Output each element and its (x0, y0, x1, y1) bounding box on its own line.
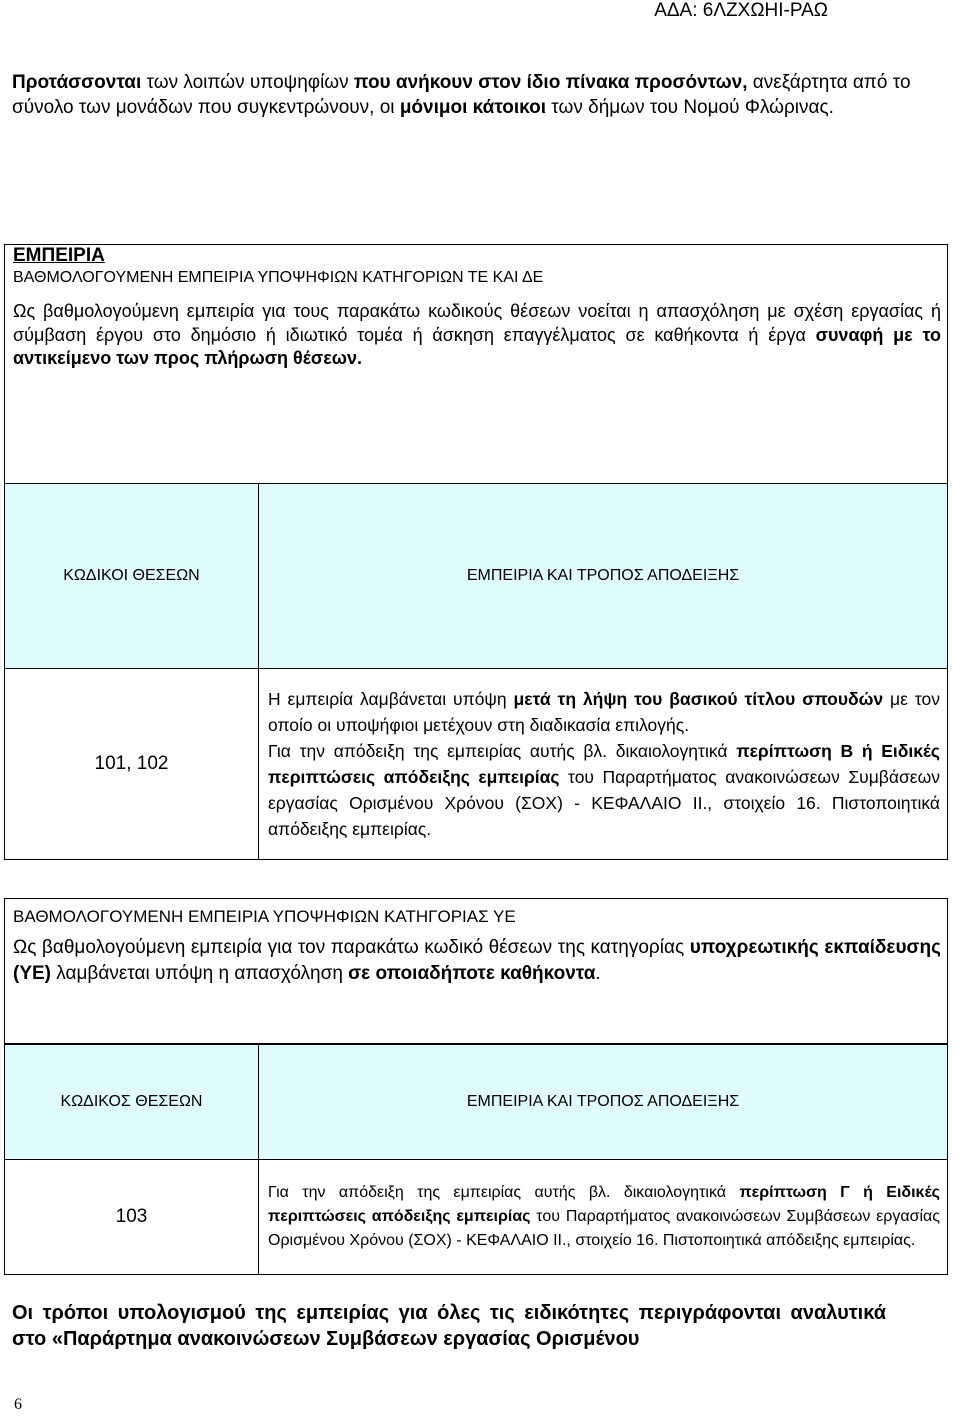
paragraph-text: Ως βαθμολογούμενη εμπειρία για τον παρακάτω κωδικό θέσεων της κατηγορίας (13, 937, 690, 958)
table-row (5, 1160, 948, 1275)
intro-text-3: των δήμων του Νομού Φλώρινας. (546, 97, 834, 118)
desc-bold: μετά τη λήψη του βασικού τίτλου σπουδών (513, 689, 884, 709)
paragraph-bold: σε οποιαδήποτε καθήκοντα (348, 963, 596, 984)
header-experience: ΕΜΠΕΙΡΙΑ ΚΑΙ ΤΡΟΠΟΣ ΑΠΟΔΕΙΞΗΣ (259, 1045, 948, 1160)
paragraph-text: λαμβάνεται υπόψη η απασχόληση (51, 963, 349, 984)
section-paragraph (13, 935, 941, 987)
table-header-row (5, 1045, 948, 1160)
page-number: 6 (14, 1396, 22, 1413)
desc-text: Η εμπειρία λαμβάνεται υπόψη (268, 689, 514, 709)
desc-bold: Ειδικές περιπτώσεις απόδειξης εμπειρίας (268, 741, 940, 787)
paragraph-text: . (595, 963, 601, 984)
ada-code: ΑΔΑ: 6ΛΖΧΩΗΙ-ΡΑΩ (654, 0, 828, 21)
experience-section-ye (4, 898, 948, 1044)
desc-bold: περίπτωση Γ ή Ειδικές περιπτώσεις απόδειξης εμπειρίας (268, 1184, 940, 1225)
experience-table-ye (4, 1044, 948, 1275)
experience-table-te-de (4, 483, 948, 860)
desc-text: του Παραρτήματος ανακοινώσεων Συμβάσεων εργασίας Ορισμένου Χρόνου (ΣΟΧ) - ΚΕΦΑΛΑΙΟ ΙΙ., στοιχείο 16. Πιστοποιητικά απόδειξης εμπειρίας. (268, 1208, 941, 1249)
paragraph-text: Ως βαθμολογούμενη εμπειρία για τους παρακάτω κωδικούς θέσεων νοείται η απασχόληση με σχέση εργασίας ή σύμβαση έργου στο δημόσιο ή ιδιωτικό τομέα ή άσκηση επαγγέλματος σε καθήκοντα ή έργα (13, 301, 941, 345)
paragraph-bold: συναφή με το αντικείμενο των προς πλήρωση θέσεων. (13, 324, 941, 368)
table-row (5, 669, 948, 860)
desc-bold: περίπτωση Β ή (736, 741, 882, 761)
paragraph-bold: υποχρεωτικής εκπαίδευσης (ΥΕ) (13, 937, 941, 984)
intro-text-2: ανεξάρτητα από το σύνολο των μονάδων που συγκεντρώνουν, οι (12, 72, 911, 118)
position-code: 103 (5, 1160, 259, 1275)
position-codes: 101, 102 (5, 669, 259, 860)
description-paragraph-1 (268, 686, 940, 738)
section-paragraph (13, 300, 941, 371)
section-subtitle: ΒΑΘΜΟΛΟΓΟΥΜΕΝΗ ΕΜΠΕΙΡΙΑ ΥΠΟΨΗΦΙΩΝ ΚΑΤΗΓΟΡΙΩΝ ΤΕ ΚΑΙ ΔΕ (13, 269, 544, 286)
intro-bold-3: μόνιμοι κάτοικοι (399, 97, 547, 118)
header-experience: ΕΜΠΕΙΡΙΑ ΚΑΙ ΤΡΟΠΟΣ ΑΠΟΔΕΙΞΗΣ (259, 484, 948, 669)
experience-description (259, 669, 948, 860)
description-paragraph-2 (268, 738, 940, 842)
experience-section-te-de (4, 244, 948, 484)
table-header-row (5, 484, 948, 669)
experience-description (259, 1160, 948, 1275)
section-subtitle: ΒΑΘΜΟΛΟΓΟΥΜΕΝΗ ΕΜΠΕΙΡΙΑ ΥΠΟΨΗΦΙΩΝ ΚΑΤΗΓΟΡΙΑΣ ΥΕ (13, 907, 516, 926)
intro-bold-1: Προτάσσονται (12, 72, 142, 93)
desc-text: του Παραρτήματος ανακοινώσεων Συμβάσεων εργασίας Ορισμένου Χρόνου (ΣΟΧ) - ΚΕΦΑΛΑΙΟ ΙΙ., στοιχείο 16. Πιστοποιητικά απόδειξης εμπειρίας. (268, 767, 940, 839)
intro-paragraph (12, 70, 942, 120)
header-codes: ΚΩΔΙΚΟΙ ΘΕΣΕΩΝ (5, 484, 259, 669)
closing-note: Οι τρόποι υπολογισμού της εμπειρίας για όλες τις ειδικότητες περιγράφονται αναλυτικά στο «Παράρτημα ανακοινώσεων Συμβάσεων εργασίας Ορισμένου (12, 1302, 886, 1350)
section-title: ΕΜΠΕΙΡΙΑ (13, 245, 105, 266)
description-paragraph (268, 1181, 940, 1253)
desc-text: με τον οποίο οι υποψήφιοι μετέχουν στη διαδικασία επιλογής. (268, 689, 940, 735)
intro-bold-2: που ανήκουν στον ίδιο πίνακα προσόντων, (353, 72, 748, 93)
desc-text: Για την απόδειξη της εμπειρίας αυτής βλ. δικαιολογητικά (268, 1184, 740, 1201)
intro-text-1: των λοιπών υποψηφίων (141, 72, 354, 93)
desc-text: Για την απόδειξη της εμπειρίας αυτής βλ. δικαιολογητικά (268, 741, 737, 761)
header-code: ΚΩΔΙΚΟΣ ΘΕΣΕΩΝ (5, 1045, 259, 1160)
